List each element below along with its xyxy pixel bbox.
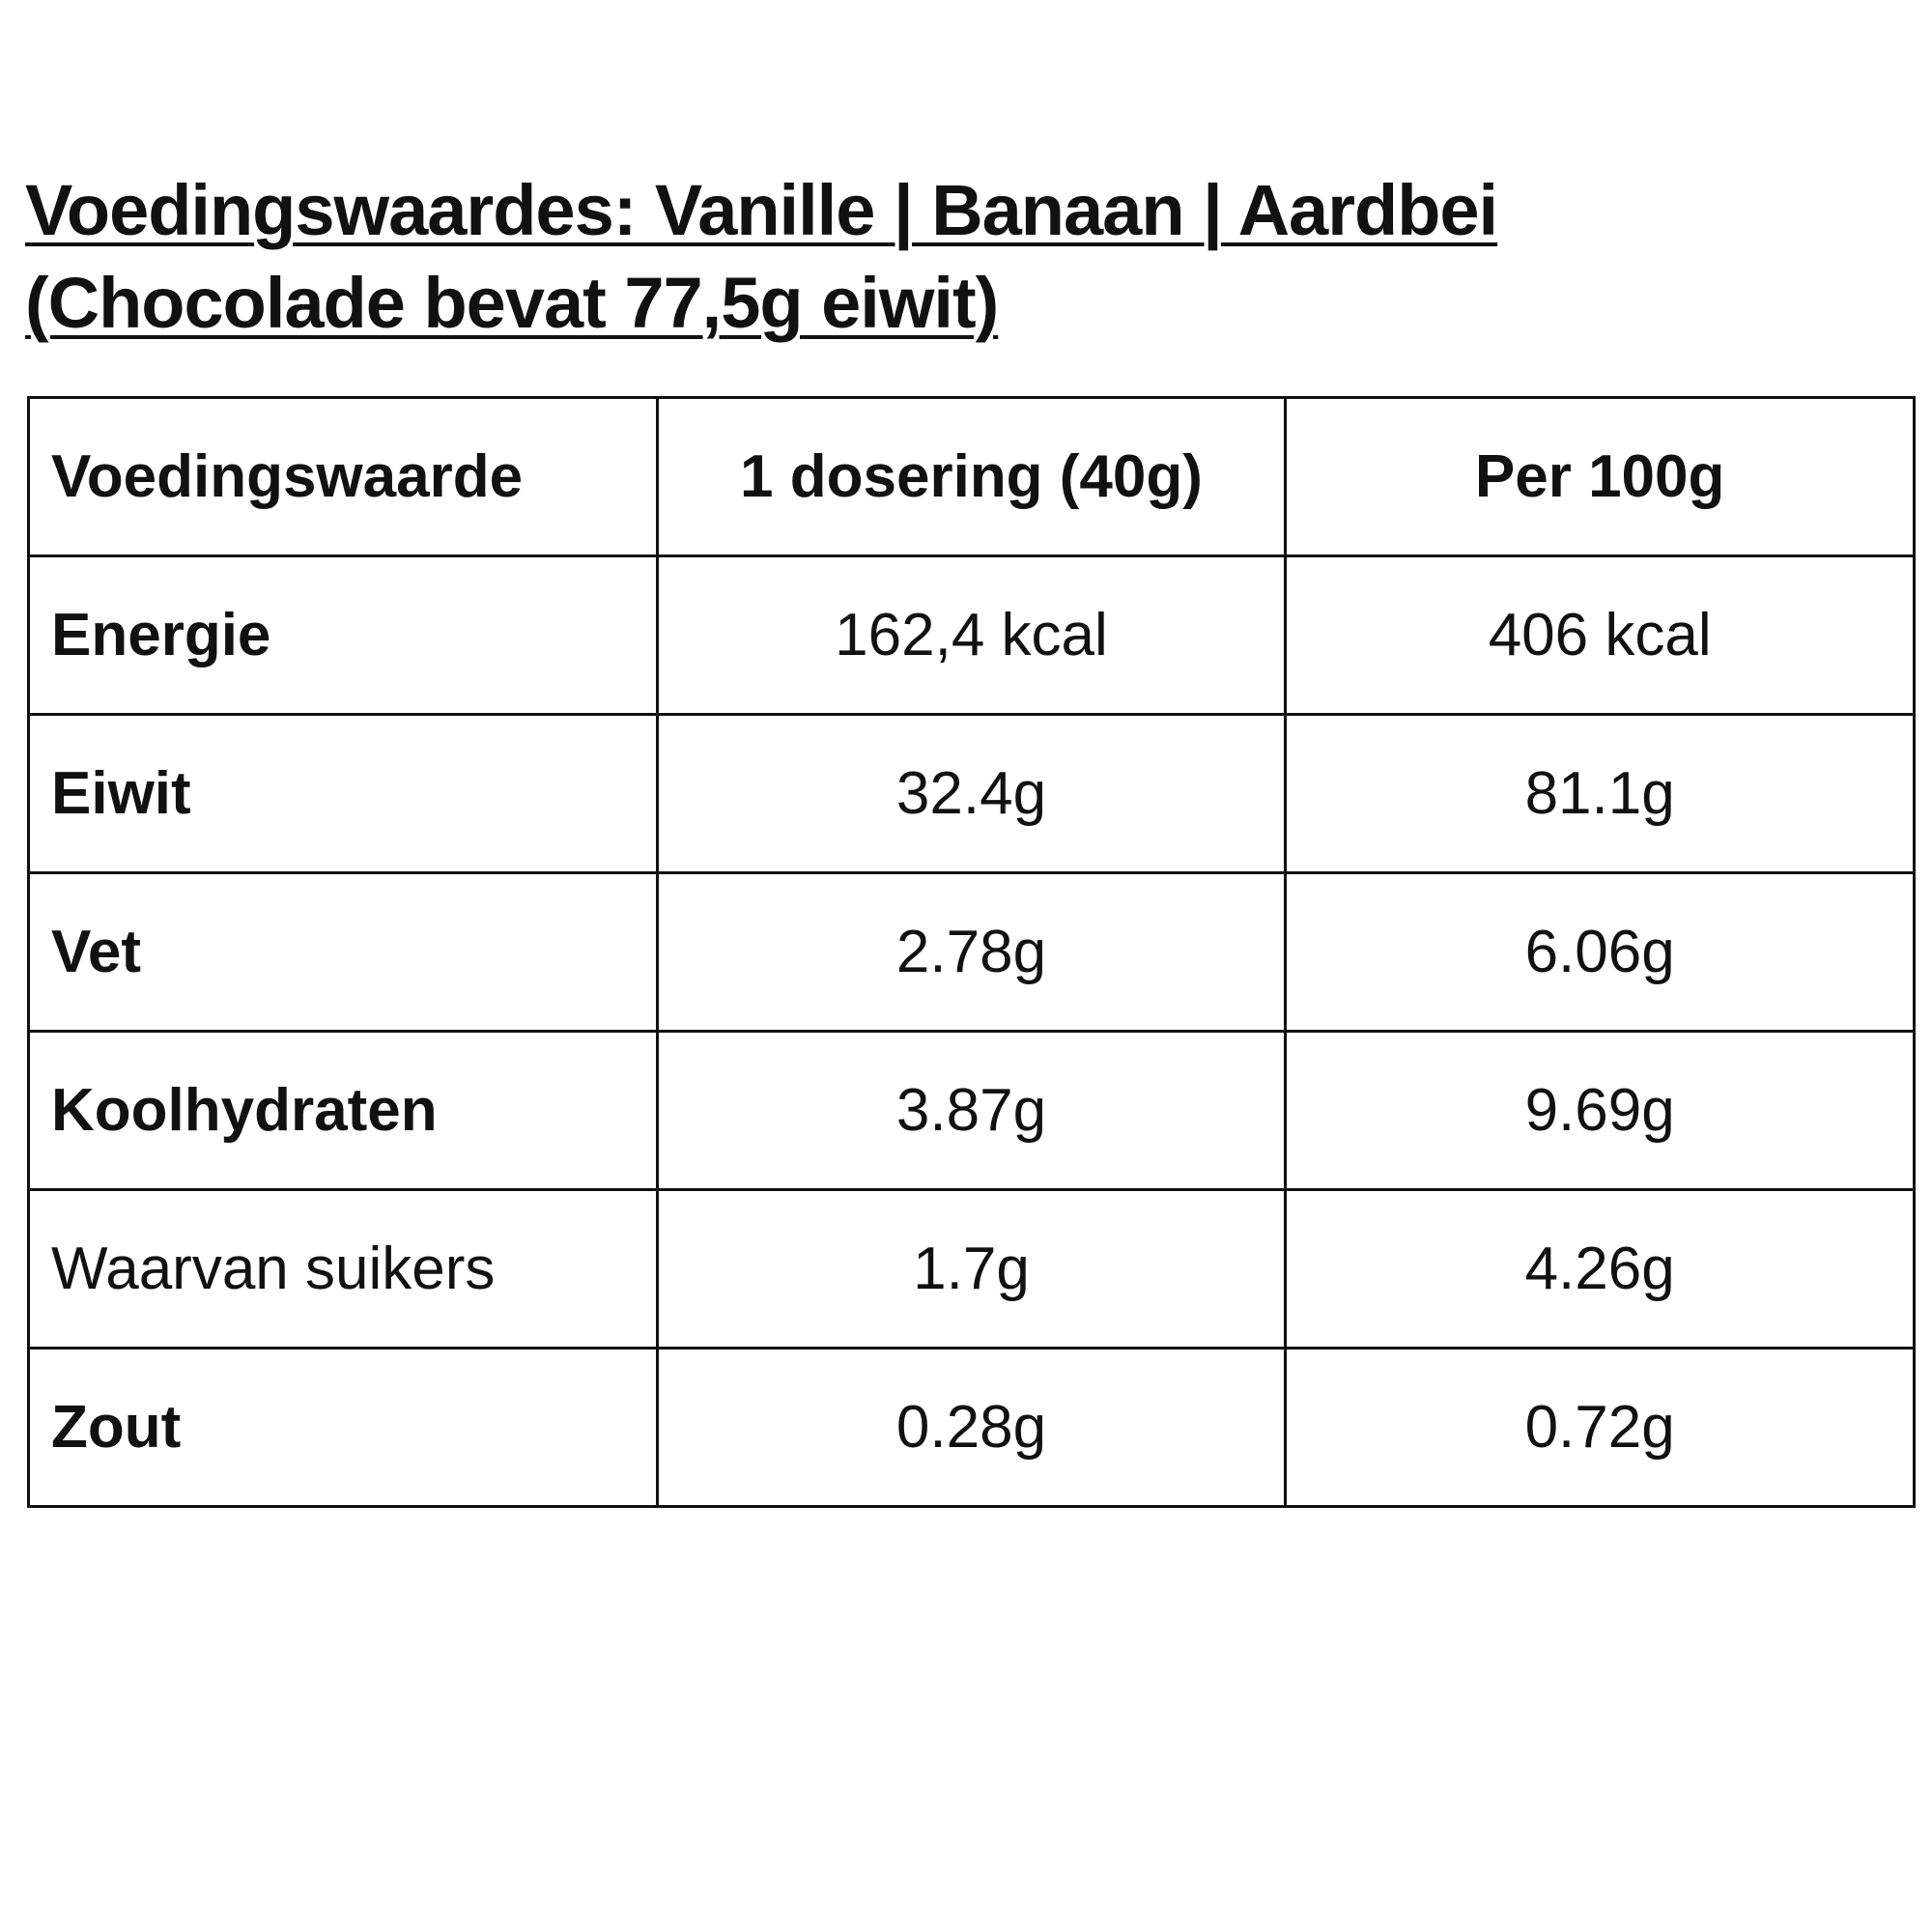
page-title-line-2: (Chocolade bevat 77,5g eiwit) bbox=[25, 263, 999, 343]
page-title bbox=[25, 164, 1861, 350]
row-per-100g: 6.06g bbox=[1286, 873, 1915, 1032]
row-per-dose: 1.7g bbox=[657, 1190, 1286, 1349]
row-per-dose: 3.87g bbox=[657, 1032, 1286, 1190]
row-per-100g: 81.1g bbox=[1286, 715, 1915, 873]
table-row bbox=[29, 873, 1915, 1032]
row-label: Waarvan suikers bbox=[29, 1190, 658, 1349]
nutrition-table bbox=[27, 396, 1916, 1508]
table-row bbox=[29, 556, 1915, 715]
row-label: Energie bbox=[29, 556, 658, 715]
row-per-100g: 406 kcal bbox=[1286, 556, 1915, 715]
row-per-dose: 0.28g bbox=[657, 1349, 1286, 1507]
header-nutrient: Voedingswaarde bbox=[29, 398, 658, 556]
table-row bbox=[29, 1190, 1915, 1349]
table-row bbox=[29, 1349, 1915, 1507]
page-title-line-1: Voedingswaardes: Vanille | Banaan | Aardbei bbox=[25, 170, 1498, 250]
row-per-100g: 9.69g bbox=[1286, 1032, 1915, 1190]
row-label: Zout bbox=[29, 1349, 658, 1507]
row-label: Vet bbox=[29, 873, 658, 1032]
row-per-100g: 4.26g bbox=[1286, 1190, 1915, 1349]
table-row bbox=[29, 715, 1915, 873]
row-per-dose: 32.4g bbox=[657, 715, 1286, 873]
header-per-dose: 1 dosering (40g) bbox=[657, 398, 1286, 556]
row-label: Koolhydraten bbox=[29, 1032, 658, 1190]
row-per-dose: 2.78g bbox=[657, 873, 1286, 1032]
table-header-row bbox=[29, 398, 1915, 556]
row-per-dose: 162,4 kcal bbox=[657, 556, 1286, 715]
row-per-100g: 0.72g bbox=[1286, 1349, 1915, 1507]
row-label: Eiwit bbox=[29, 715, 658, 873]
table-row bbox=[29, 1032, 1915, 1190]
header-per-100g: Per 100g bbox=[1286, 398, 1915, 556]
